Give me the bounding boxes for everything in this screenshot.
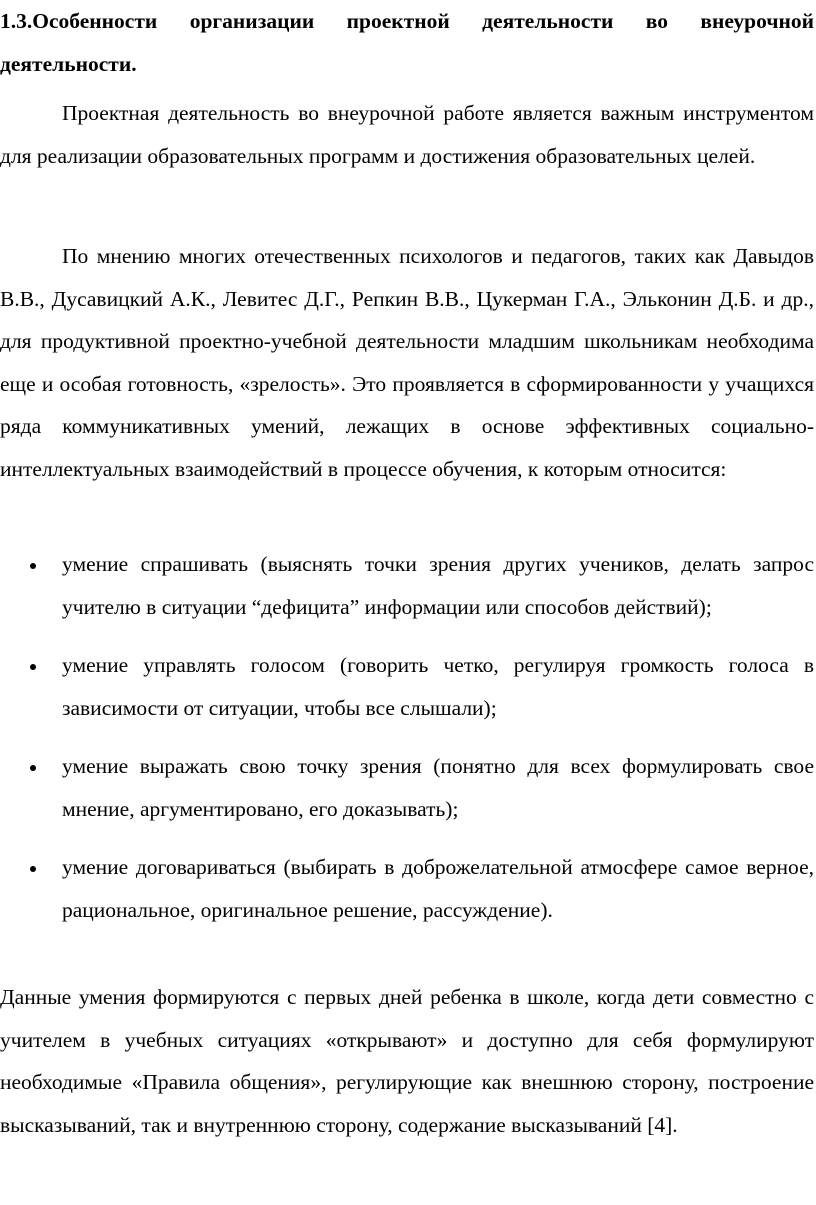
section-heading: 1.3.Особенности организации проектной деятельности во внеурочной деятельности. bbox=[0, 9, 814, 76]
list-item bbox=[0, 846, 814, 931]
list-item bbox=[0, 644, 814, 729]
bullet-icon bbox=[30, 765, 36, 771]
list-item bbox=[0, 543, 814, 628]
list-item-text: умение выражать свою точку зрения (понятно для всех формулировать свое мнение, аргументировано, его доказывать); bbox=[62, 754, 814, 821]
paragraph-psychologists: По мнению многих отечественных психологов и педагогов, таких как Давыдов В.В., Дусавицкий А.К., Левитес Д.Г., Репкин В.В., Цукерман Г.А., Эльконин Д.Б. и др., для продуктивной проектно-учебной деятельности младшим школьникам необходима еще и особая готовность, «зрелость». Это проявляется в сформированности у учащихся ряда коммуникативных умений, лежащих в основе эффективных социально-интеллектуальных взаимодействий в процессе обучения, к которым относится: bbox=[0, 244, 814, 481]
list-item-text: умение договариваться (выбирать в доброжелательной атмосфере самое верное, рациональное, оригинальное решение, рассуждение). bbox=[62, 855, 814, 922]
bullet-icon bbox=[30, 664, 36, 670]
paragraph-conclusion: Данные умения формируются с первых дней ребенка в школе, когда дети совместно с учителем в учебных ситуациях «открывают» и доступно для себя формулируют необходимые «Правила общения», регулирующие как внешнюю сторону, построение высказываний, так и внутреннюю сторону, содержание высказываний [4]. bbox=[0, 985, 814, 1137]
skills-list bbox=[0, 543, 814, 947]
list-item-text: умение спрашивать (выяснять точки зрения других учеников, делать запрос учителю в ситуации “дефицита” информации или способов действий); bbox=[62, 552, 814, 619]
bullet-icon bbox=[30, 866, 36, 872]
list-item-text: умение управлять голосом (говорить четко, регулируя громкость голоса в зависимости от ситуации, чтобы все слышали); bbox=[62, 653, 814, 720]
list-item bbox=[0, 745, 814, 830]
bullet-icon bbox=[30, 563, 36, 569]
paragraph-intro: Проектная деятельность во внеурочной работе является важным инструментом для реализации образовательных программ и достижения образовательных целей. bbox=[0, 101, 814, 168]
